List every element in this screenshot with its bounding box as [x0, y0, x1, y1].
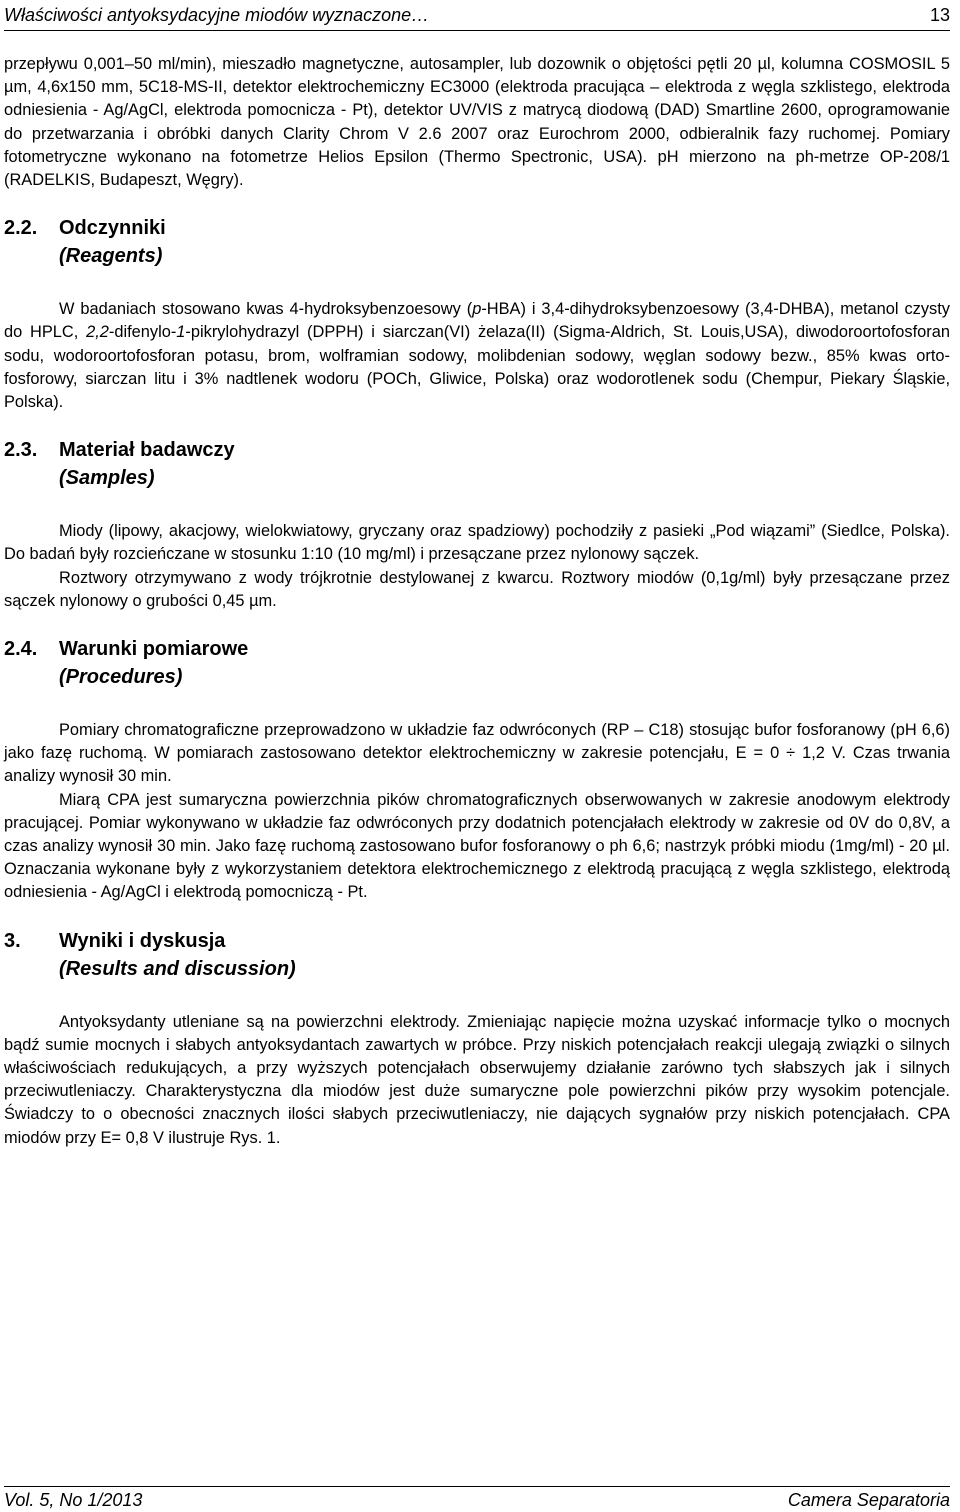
- section-title: Wyniki i dyskusja: [59, 929, 226, 952]
- footer-volume: Vol. 5, No 1/2013: [4, 1489, 143, 1510]
- section-title: Odczynniki: [59, 217, 166, 240]
- running-header: [4, 2, 950, 28]
- paragraph-procedures-1: Pomiary chromatograficzne przeprowadzono w układzie faz odwróconych (RP – C18) stosując bufor fosforanowy (pH 6,6) jako fazę ruchomą. W pomiarach zastosowano detektor elektrochemiczny w zakresie potencjału, E = 0 ÷ 1,2 V. Czas trwania analizy wynosił 30 min.: [4, 721, 950, 786]
- section-number: 2.3.: [4, 439, 38, 462]
- running-title: Właściwości antyoksydacyjne miodów wyznaczone…: [4, 4, 430, 25]
- paragraph-samples-2: Roztwory otrzymywano z wody trójkrotnie destylowanej z kwarcu. Roztwory miodów (0,1g/ml) były przesączane przez sączek nylonowy o grubości 0,45 µm.: [4, 568, 950, 610]
- section-heading-results: [4, 927, 950, 983]
- section-number: 2.4.: [4, 638, 38, 661]
- section-title-en: (Results and discussion): [59, 957, 296, 980]
- section-title: Warunki pomiarowe: [59, 638, 249, 661]
- section-title-en: (Procedures): [59, 666, 183, 689]
- section-heading-procedures: [4, 635, 950, 691]
- footer-rule: [4, 1486, 950, 1487]
- paragraph-results: Antyoksydanty utleniane są na powierzchni elektrody. Zmieniając napięcie można uzyskać informacje tylko o mocnych bądź sumie mocnych i słabych antyoksydantach zawartych w próbce. Przy niskich potencjałach reakcji ulegają związki o silnych właściwościach redukujących, a przy wyższych potencjałach obserwujemy działanie zarówno tych słabszych jak i silnych przeciwutleniaczy. Charakterystyczna dla miodów jest duże sumaryczne pole powierzchni pików przy wysokim potencjale. Świadczy to o obecności znacznych ilości słabych przeciwutleniaczy, nie dających sygnałów przy niskich potencjałach. CPA miodów przy E= 0,8 V ilustruje Rys. 1.: [4, 1012, 950, 1147]
- article-body: [4, 53, 950, 1150]
- page-number: 13: [929, 4, 950, 25]
- footer-journal: Camera Separatoria: [787, 1489, 950, 1510]
- section-number: 3.: [4, 929, 21, 952]
- paragraph-procedures-2: Miarą CPA jest sumaryczna powierzchnia pików chromatograficznych obserwowanych w zakresie anodowym elektrody pracującej. Pomiar wykonywano w układzie faz odwróconych przy dodatnich potencjałach elektrody w zakresie od 0V do 0,8V, a czas analizy wynosił 30 min. Jako fazę ruchomą zastosowano bufor fosforanowy o ph 6,6; nastrzyk próbki miodu (1mg/ml) - 20 µl. Oznaczania wykonane były z wykorzystaniem detektora elektrochemicznego z elektrodą pracującą z węgla szklistego, elektrodą odniesienia - Ag/AgCl i elektrodą pomocniczą - Pt.: [4, 790, 950, 902]
- section-title-en: (Samples): [59, 467, 155, 490]
- section-title-en: (Reagents): [59, 245, 163, 268]
- paragraph-reagents: W badaniach stosowano kwas 4-hydroksybenzoesowy (p-HBA) i 3,4-dihydroksybenzoesowy (3,4-DHBA), metanol czysty do HPLC, 2,2-difenylo-1-pikrylohydrazyl (DPPH) i siarczan(VI) żelaza(II) (Sigma-Aldrich, St. Louis,USA), diwodoroortofosforan sodu, wodoroortofosforan potasu, brom, wolframian sodowy, molibdenian sodowy, węglan sodowy bezw., 85% kwas orto-fosforowy, siarczan litu i 3% nadtlenek wodoru (POCh, Gliwice, Polska) oraz wodorotlenek sodu (Chempur, Piekary Śląskie, Polska).: [4, 300, 950, 412]
- section-number: 2.2.: [4, 217, 38, 240]
- section-title: Materiał badawczy: [59, 439, 235, 462]
- section-heading-samples: [4, 436, 950, 492]
- section-heading-reagents: [4, 214, 950, 270]
- header-rule: [4, 30, 950, 31]
- paragraph-samples-1: Miody (lipowy, akacjowy, wielokwiatowy, gryczany oraz spadziowy) pochodziły z pasieki „Pod wiązami” (Siedlce, Polska). Do badań były rozcieńczane w stosunku 1:10 (10 mg/ml) i przesączane przez nylonowy sączek.: [4, 522, 950, 564]
- paragraph-equipment: przepływu 0,001–50 ml/min), mieszadło magnetyczne, autosampler, lub dozownik o objętości pętli 20 µl, kolumna COSMOSIL 5 µm, 4,6x150 mm, 5C18-MS-II, detektor elektrochemiczny EC3000 (elektroda pracująca – elektroda z węgla szklistego, elektroda odniesienia - Ag/AgCl, elektroda pomocnicza - Pt), detektor UV/VIS z matrycą diodową (DAD) Smartline 2600, oprogramowanie do przetwarzania i obróbki danych Clarity Chrom V 2.6 2007 oraz Eurochrom 2000, odbieralnik fazy ruchomej. Pomiary fotometryczne wykonano na fotometrze Helios Epsilon (Thermo Spectronic, USA). pH mierzono na ph-metrze OP-208/1 (RADELKIS, Budapeszt, Węgry).: [4, 55, 950, 190]
- running-footer: [4, 1488, 950, 1512]
